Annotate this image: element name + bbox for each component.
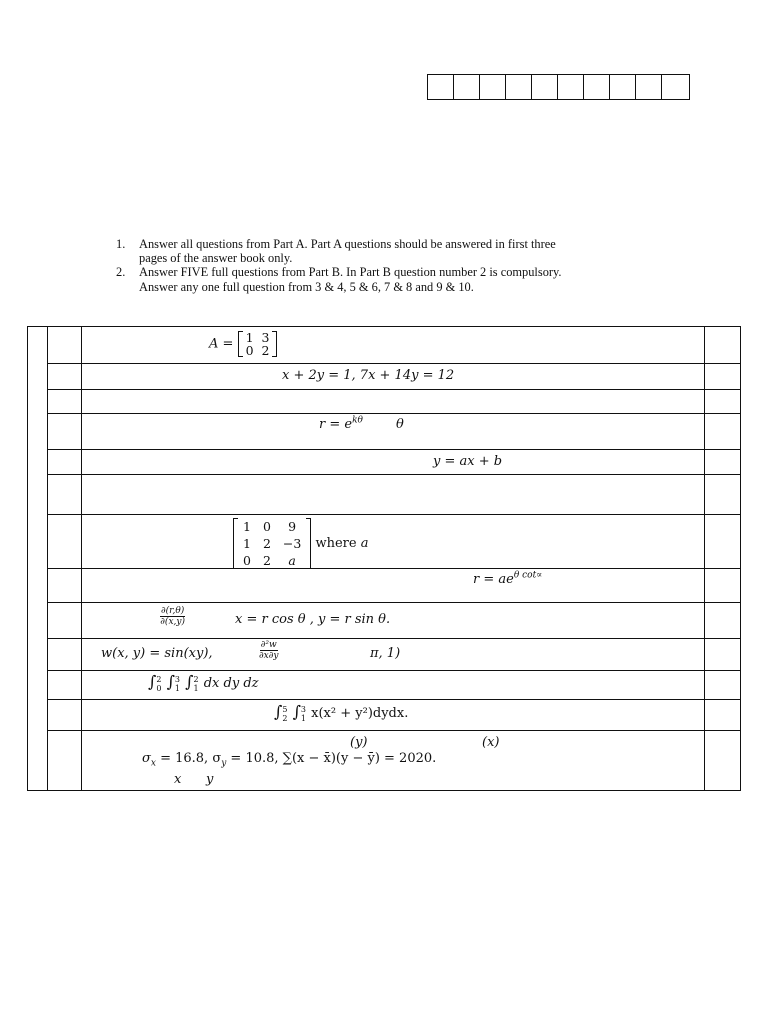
question-cell [82,364,705,390]
jacobian-fraction: $\frac{\partial(r,\theta)}{\partial(x,y)}$ [160,606,185,627]
variable-x: x [174,772,182,787]
matrix-cell: a [288,553,296,568]
marks-cell [705,475,741,515]
register-number-box [428,75,454,99]
theta-symbol: θ [396,417,404,432]
instruction-item [116,237,686,265]
polar-curve-equation: $r = ae^{\theta cot\propto}$ [473,570,543,587]
table-row [28,639,741,671]
question-number-cell [48,390,82,414]
instructions-list [116,237,686,294]
question-cell [82,414,705,450]
polar-transformation: x = r cos θ , y = r sin θ. [235,612,391,627]
question-number-cell [48,700,82,731]
instruction-line: Answer any one full question from 3 & 4, 5 & 6, 7 & 8 and 9 & 10. [139,279,474,294]
marks-cell [705,671,741,700]
function-definition: w(x, y) = sin(xy), [101,646,213,661]
register-number-box [480,75,506,99]
matrix-cell: 2 [262,536,271,551]
question-number-cell [48,414,82,450]
triple-integral: ∫ 2 0 ∫ 3 1 ∫ 2 1 dx dy dz [148,672,259,693]
question-number-cell [48,569,82,603]
instruction-line: Answer all questions from Part A. Part A questions should be answered in first three [139,237,556,251]
table-row [28,603,741,639]
table-row [28,390,741,414]
matrix-a [238,331,278,357]
marks-cell [705,450,741,475]
register-number-box [610,75,636,99]
register-number-boxes [427,74,690,100]
question-number-cell [48,639,82,671]
table-row [28,515,741,569]
table-row [28,414,741,450]
table-row [28,450,741,475]
question-cell [82,700,705,731]
question-number-cell [48,327,82,364]
instruction-line: pages of the answer book only. [139,251,293,266]
table-row [28,671,741,700]
matrix-cell: 0 [262,519,271,534]
table-row [28,364,741,390]
matrix-cell: 0 [245,343,254,358]
instruction-text [139,237,686,265]
table-row [28,475,741,515]
matrix-cell: 2 [262,553,271,568]
question-cell [82,569,705,603]
matrix-cell: 3 [261,330,270,345]
question-number-cell [48,515,82,569]
register-number-box [532,75,558,99]
question-number-cell [48,731,82,791]
marks-cell [705,603,741,639]
register-number-box [584,75,610,99]
matrix-cell: −3 [282,536,302,551]
register-number-box [558,75,584,99]
evaluation-point: π, 1) [370,646,401,661]
matrix-cell: 2 [261,343,270,358]
line-equation: y = ax + b [433,454,503,469]
instruction-item [116,265,686,293]
linear-system-equation: x + 2y = 1, 7x + 14y = 12 [282,368,455,383]
marks-cell [705,390,741,414]
matrix-cell: 0 [243,553,251,568]
marks-cell [705,327,741,364]
question-cell [82,603,705,639]
instruction-line: Answer FIVE full questions from Part B. In Part B question number 2 is compulsory. [139,265,562,280]
marks-cell [705,414,741,450]
matrix-expression [233,518,369,569]
register-number-box [454,75,480,99]
question-cell [82,671,705,700]
question-number-cell [48,450,82,475]
statistics-given: $\sigma_x = 16.8$, $\sigma_y = 10.8$, ∑(x − x̄)(y − ȳ) = 2020. [142,751,437,769]
marks-cell [705,639,741,671]
register-number-box [662,75,689,99]
regression-x-label: (x) [482,735,500,750]
question-cell [82,327,705,364]
register-number-box [506,75,532,99]
instruction-number: 1. [116,237,126,251]
matrix-cell: 1 [245,330,254,345]
table-row [28,731,741,791]
question-cell [82,639,705,671]
marks-cell [705,364,741,390]
double-integral: ∫ 5 2 ∫ 3 1 x(x² + y²)dydx. [274,702,409,723]
matrix-a-label: A = [209,336,234,352]
question-cell [82,475,705,515]
variable-y: y [206,772,214,787]
question-table [27,326,741,791]
marks-cell [705,731,741,791]
marks-cell [705,515,741,569]
register-number-box [636,75,662,99]
regression-y-label: (y) [350,735,368,750]
table-row [28,327,741,364]
marks-cell [705,569,741,603]
question-number-cell [48,671,82,700]
question-cell [82,390,705,414]
matrix-3x3 [233,518,311,569]
question-number-cell [48,475,82,515]
part-column [28,327,48,791]
matrix-a-expression [209,331,277,357]
mixed-partial-fraction: $\frac{\text{∂²w}}{\partial x\partial y}$ [259,640,279,661]
question-cell [82,515,705,569]
matrix-cell: 1 [243,536,251,551]
question-number-cell [48,364,82,390]
question-number-cell [48,603,82,639]
where-text: where [315,536,357,551]
table-row [28,700,741,731]
question-cell [82,731,705,791]
variable-a: a [360,536,369,551]
matrix-cell: 9 [288,519,297,534]
polar-curve-equation: $r = e^{k\theta}$ [319,415,363,432]
marks-cell [705,700,741,731]
instruction-text [139,265,686,293]
instruction-number: 2. [116,265,126,280]
table-row [28,569,741,603]
matrix-cell: 1 [243,519,251,534]
question-cell [82,450,705,475]
